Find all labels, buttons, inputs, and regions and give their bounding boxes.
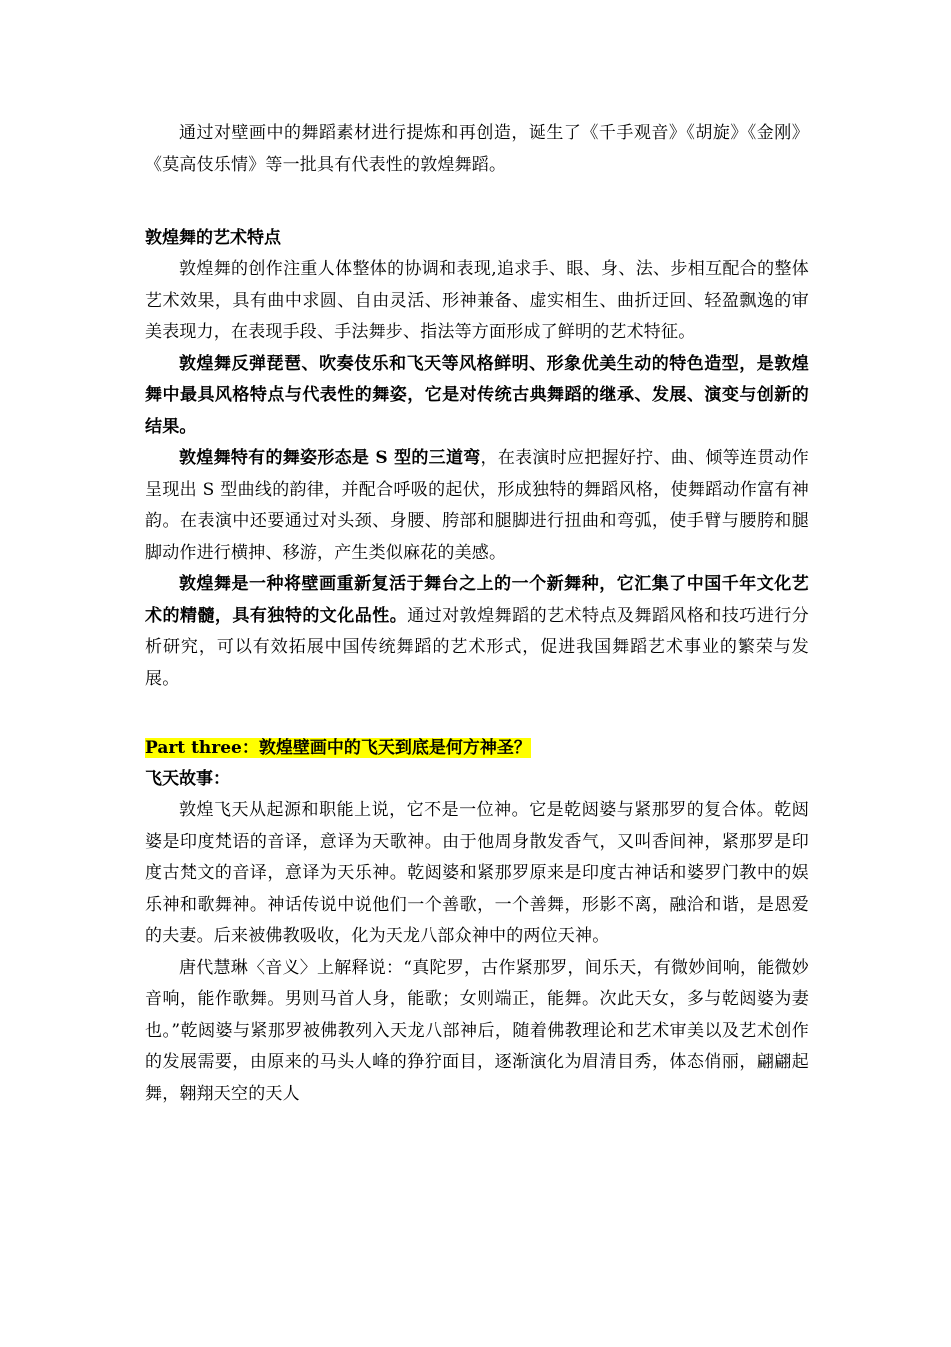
art-paragraph-2: 敦煌舞反弹琵琶、吹奏伎乐和飞天等风格鲜明、形象优美生动的特色造型，是敦煌舞中最具风格特点与代表性的舞姿，它是对传统古典舞蹈的继承、发展、演变与创新的结果。 [145,353,809,437]
feitian-paragraph-1: 敦煌飞天从起源和职能上说，它不是一位神。它是乾闼婆与紧那罗的复合体。乾闼婆是印度梵语的音译，意译为天歌神。由于他周身散发香气，又叫香间神，紧那罗是印度古梵文的音译，意译为天乐神。乾闼婆和紧那罗原来是印度古神话和婆罗门教中的娱乐神和歌舞神。神话传说中说他们一个善歌，一个善舞，形影不离，融洽和谐，是恩爱的夫妻。后来被佛教吸收，化为天龙八部众神中的两位天神。 [145,800,809,946]
part-three-title [145,733,809,764]
section-heading-art: 敦煌舞的艺术特点 [145,228,281,248]
document-page [145,118,809,1110]
art-paragraph-3-rest: ，在表演时应把握好拧、曲、倾等连贯动作呈现出 S 型曲线的韵律，并配合呼吸的起伏，形成独特的舞蹈风格，使舞蹈动作富有神韵。在表演中还要通过对头颈、身腰、胯部和腿脚进行扭曲和弯弧，使手臂与腰胯和腿脚动作进行横抻、移游，产生类似麻花的美感。 [145,448,809,563]
intro-paragraph: 通过对壁画中的舞蹈素材进行提炼和再创造，诞生了《千手观音》《胡旋》《金刚》《莫高伎乐情》等一批具有代表性的敦煌舞蹈。 [145,123,809,175]
spacer [145,695,809,733]
art-paragraph-3 [145,443,809,569]
art-paragraph-3-bold: 敦煌舞特有的舞姿形态是 S 型的三道弯 [179,448,481,468]
art-paragraph-4-rest: 通过对敦煌舞蹈的艺术特点及舞蹈风格和技巧进行分析研究，可以有效拓展中国传统舞蹈的艺术形式，促进我国舞蹈艺术事业的繁荣与发展。 [145,605,809,689]
art-paragraph-4-bold: 敦煌舞是一种将壁画重新复活于舞台之上的一个新舞种，它汇集了中国千年文化艺术的精髓，具有独特的文化品性。 [145,574,809,626]
art-paragraph-1: 敦煌舞的创作注重人体整体的协调和表现,追求手、眼、身、法、步相互配合的整体艺术效果，具有曲中求圆、自由灵活、形神兼备、虚实相生、曲折迂回、轻盈飘逸的审美表现力，在表现手段、手法舞步、指法等方面形成了鲜明的艺术特征。 [145,259,809,342]
feitian-paragraph-2: 唐代慧琳〈音义〉上解释说：“真陀罗，古作紧那罗，间乐天，有微妙间响，能微妙音响，能作歌舞。男则马首人身，能歌；女则端正，能舞。次此天女，多与乾闼婆为妻也。”乾闼婆与紧那罗被佛教列入天龙八部神后，随着佛教理论和艺术审美以及艺术创作的发展需要，由原来的马头人峰的狰狞面目，逐渐演化为眉清目秀，体态俏丽，翩翩起舞，翱翔天空的天人 [145,957,809,1104]
spacer [145,181,809,223]
feitian-subheading: 飞天故事： [145,769,230,789]
art-paragraph-4 [145,569,809,695]
part-three-title-highlight: Part three：敦煌壁画中的飞天到底是何方神圣？ [145,738,531,758]
